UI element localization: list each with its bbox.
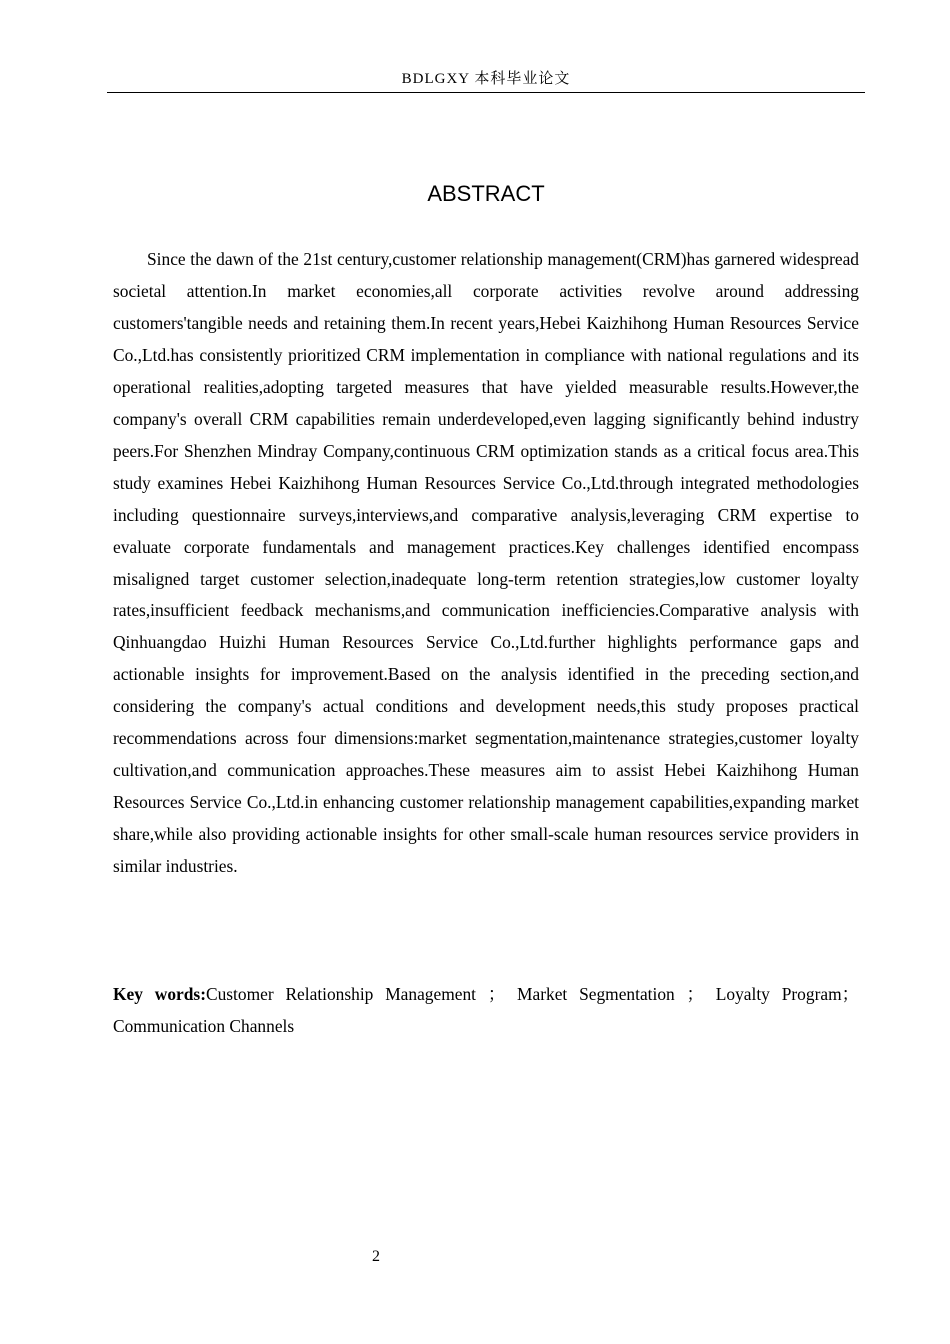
keywords-text: Customer Relationship Management ； Market Segmentation ； Loyalty Program；Communication Channels (113, 984, 859, 1036)
page-number: 2 (372, 1248, 380, 1265)
abstract-title: ABSTRACT (427, 181, 545, 206)
header-text: BDLGXY 本科毕业论文 (401, 71, 571, 87)
keywords-label: Key words: (113, 984, 206, 1004)
abstract-body: Since the dawn of the 21st century,customer relationship management(CRM)has garnered widespread societal attention.In market economies,all corporate activities revolve around addressing customers'tangible needs and retaining them.In recent years,Hebei Kaizhihong Human Resources Service Co.,Ltd.has consistently prioritized CRM implementation in compliance with national regulations and its operational realities,adopting targeted measures that have yielded measurable results.However,the company's overall CRM capabilities remain underdeveloped,even lagging significantly behind industry peers.For Shenzhen Mindray Company,continuous CRM optimization stands as a critical focus area.This study examines Hebei Kaizhihong Human Resources Service Co.,Ltd.through integrated methodologies including questionnaire surveys,interviews,and comparative analysis,leveraging CRM expertise to evaluate corporate fundamentals and management practices.Key challenges identified encompass misaligned target customer selection,inadequate long-term retention strategies,low customer loyalty rates,insufficient feedback mechanisms,and communication inefficiencies.Comparative analysis with Qinhuangdao Huizhi Human Resources Service Co.,Ltd.further highlights performance gaps and actionable insights for improvement.Based on the analysis identified in the preceding section,and considering the company's actual conditions and development needs,this study proposes practical recommendations across four dimensions:market segmentation,maintenance strategies,customer loyalty cultivation,and communication approaches.These measures aim to assist Hebei Kaizhihong Human Resources Service Co.,Ltd.in enhancing customer relationship management capabilities,expanding market share,while also providing actionable insights for other small-scale human resources service providers in similar industries. (113, 249, 859, 877)
page-header (107, 66, 865, 93)
keywords-paragraph (113, 978, 859, 1042)
